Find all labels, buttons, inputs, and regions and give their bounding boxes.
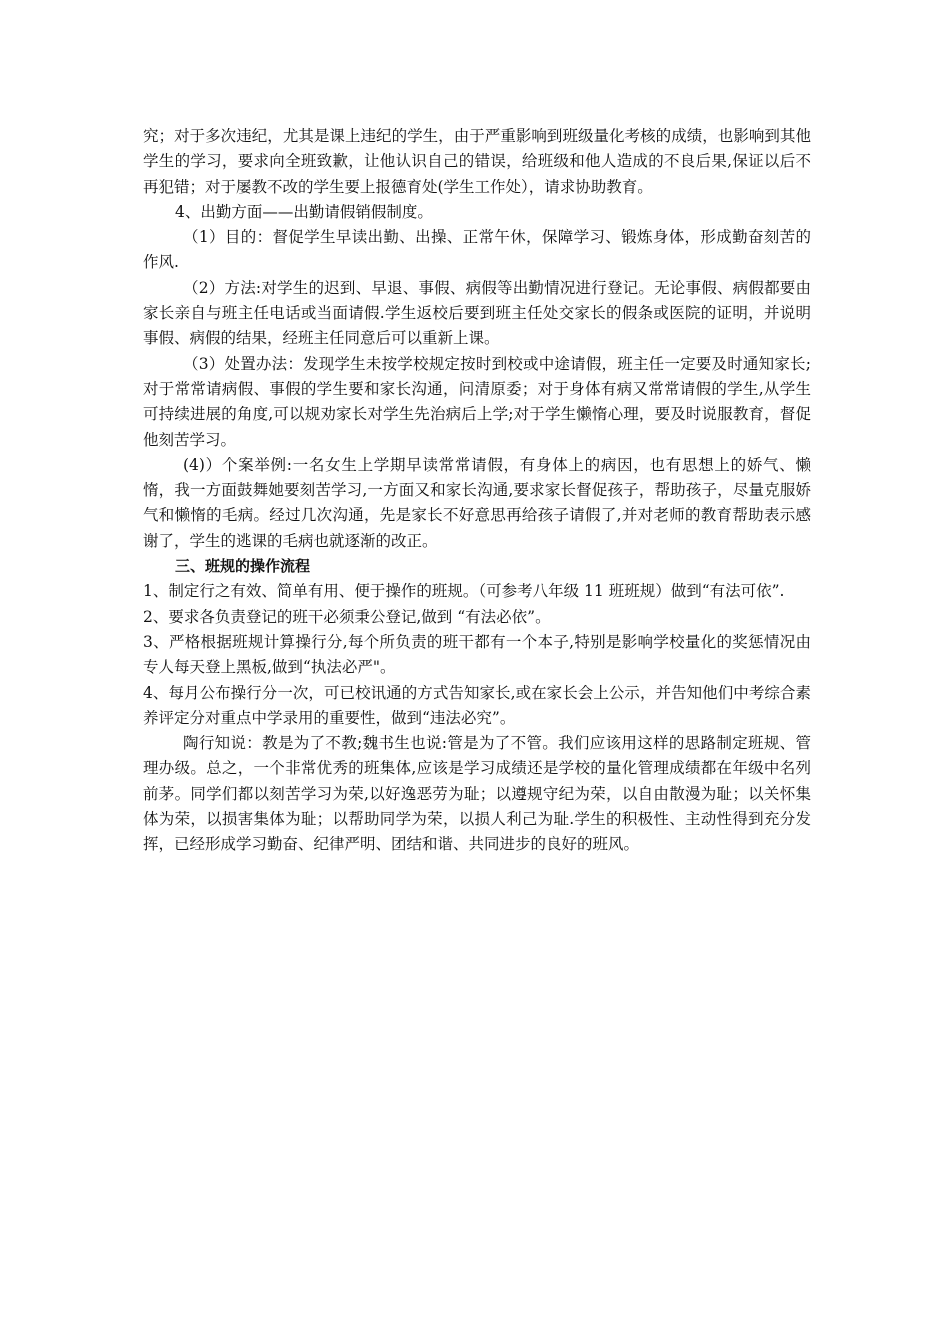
paragraph-attendance-case: (4)）个案举例:一名女生上学期早读常常请假，有身体上的病因，也有思想上的娇气、懒惰，我一方面鼓舞她要刻苦学习,一方面又和家长沟通,要求家长督促孩子，帮助孩子，尽量克服娇气和懒惰的毛病。经过几次沟通，先是家长不好意思再给孩子请假了,并对老师的教育帮助表示感谢了，学生的逃课的毛病也就逐渐的改正。 — [143, 455, 811, 550]
list-item-step-4: 4、每月公布操行分一次，可已校讯通的方式告知家长,或在家长会上公示，并告知他们中考综合素养评定分对重点中学录用的重要性，做到“违法必究”。 — [143, 683, 811, 727]
list-item-step-1: 1、制定行之有效、简单有用、便于操作的班规。（可参考八年级 11 班班规）做到“有法可依”. — [143, 582, 785, 601]
list-item-step-3: 3、严格根据班规计算操行分,每个所负责的班干都有一个本子,特别是影响学校量化的奖惩情况由专人每天登上黑板,做到“执法必严"。 — [143, 632, 811, 677]
paragraph-attendance-purpose: （1）目的：督促学生早读出勤、出操、正常午休，保障学习、锻炼身体，形成勤奋刻苦的作风. — [143, 228, 811, 272]
paragraph-conclusion: 陶行知说：教是为了不教;魏书生也说:管是为了不管。我们应该用这样的思路制定班规、管理办级。总之，一个非常优秀的班集体,应该是学习成绩还是学校的量化管理成绩都在年级中名列前茅。同学们都以刻苦学习为荣,以好逸恶劳为耻；以遵规守纪为荣，以自由散漫为耻；以关怀集体为荣，以损害集体为耻；以帮助同学为荣，以损人利己为耻.学生的积极性、主动性得到充分发挥，已经形成学习勤奋、纪律严明、团结和谐、共同进步的良好的班风。 — [143, 734, 811, 854]
section-heading-class-rules-process: 三、班规的操作流程 — [175, 557, 311, 576]
paragraph-attendance-heading: 4、出勤方面——出勤请假销假制度。 — [175, 202, 433, 221]
paragraph-attendance-handling: （3）处置办法：发现学生未按学校规定按时到校或中途请假，班主任一定要及时通知家长;对于常常请病假、事假的学生要和家长沟通，问清原委；对于身体有病又常常请假的学生,从学生可持续进展的角度,可以规劝家长对学生先治病后上学;对于学生懒惰心理，要及时说服教育，督促他刻苦学习。 — [143, 354, 811, 449]
list-item-step-2: 2、要求各负责登记的班干必须秉公登记,做到 “有法必依”。 — [143, 607, 551, 626]
paragraph-attendance-method: （2）方法:对学生的迟到、早退、事假、病假等出勤情况进行登记。无论事假、病假都要由家长亲自与班主任电话或当面请假.学生返校后要到班主任处交家长的假条或医院的证明，并说明事假、病假的结果，经班主任同意后可以重新上课。 — [143, 278, 811, 348]
document-body — [143, 124, 811, 858]
paragraph-discipline-continued: 究；对于多次违纪，尤其是课上违纪的学生，由于严重影响到班级量化考核的成绩，也影响到其他学生的学习，要求向全班致歉，让他认识自己的错误，给班级和他人造成的不良后果,保证以后不再犯错；对于屡教不改的学生要上报德育处(学生工作处），请求协助教育。 — [143, 127, 811, 196]
